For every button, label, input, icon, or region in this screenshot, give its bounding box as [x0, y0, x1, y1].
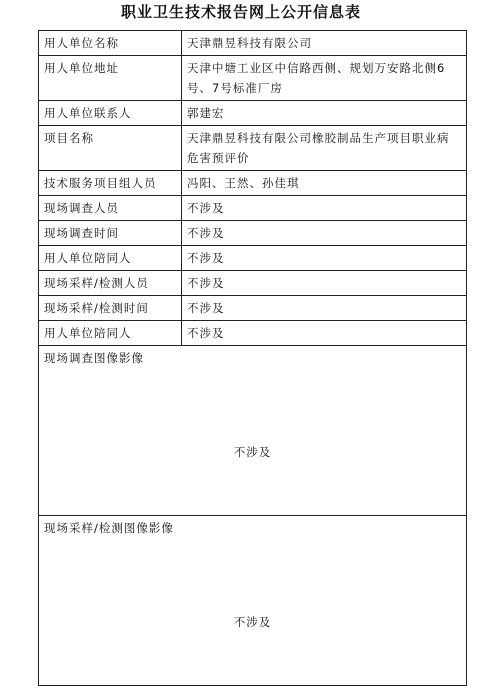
table-row	[39, 196, 467, 221]
sampling-images-label: 现场采样/检测图像影像	[44, 521, 174, 535]
row-label-project-team: 技术服务项目组人员	[39, 171, 182, 196]
row-label-survey-staff: 现场调查人员	[39, 196, 182, 221]
row-value-survey-time: 不涉及	[182, 221, 467, 246]
row-value-employer-address: 天津中塘工业区中信路西侧、规划万安路北侧6号、7号标准厂房	[182, 56, 467, 101]
row-value-employer-contact: 郭建宏	[182, 101, 467, 126]
table-row	[39, 101, 467, 126]
sampling-images-section	[39, 516, 467, 686]
sampling-images-cell	[39, 516, 467, 686]
row-label-employer-address: 用人单位地址	[39, 56, 182, 101]
row-label-sampling-time: 现场采样/检测时间	[39, 296, 182, 321]
table-row	[39, 271, 467, 296]
row-label-survey-escort: 用人单位陪同人	[39, 246, 182, 271]
row-label-sampling-staff: 现场采样/检测人员	[39, 271, 182, 296]
page-title: 职业卫生技术报告网上公开信息表	[120, 3, 361, 21]
row-value-project-name: 天津鼎昱科技有限公司橡胶制品生产项目职业病危害预评价	[182, 126, 467, 171]
row-label-survey-time: 现场调查时间	[39, 221, 182, 246]
row-value-survey-staff: 不涉及	[182, 196, 467, 221]
row-label-project-name: 项目名称	[39, 126, 182, 171]
row-value-survey-escort: 不涉及	[182, 246, 467, 271]
row-value-sampling-escort: 不涉及	[182, 321, 467, 346]
table-row	[39, 126, 467, 171]
survey-images-cell	[39, 346, 467, 516]
row-value-project-team: 冯阳、王然、孙佳琪	[182, 171, 467, 196]
table-row	[39, 171, 467, 196]
table-row	[39, 246, 467, 271]
row-value-employer-name: 天津鼎昱科技有限公司	[182, 31, 467, 56]
table-row	[39, 56, 467, 101]
row-value-sampling-staff: 不涉及	[182, 271, 467, 296]
table-row	[39, 221, 467, 246]
table-row	[39, 321, 467, 346]
row-label-employer-contact: 用人单位联系人	[39, 101, 182, 126]
row-label-employer-name: 用人单位名称	[39, 31, 182, 56]
info-table	[38, 30, 467, 686]
sampling-images-value: 不涉及	[233, 615, 272, 629]
table-row	[39, 296, 467, 321]
table-row	[39, 31, 467, 56]
survey-images-value: 不涉及	[233, 445, 272, 459]
survey-images-section	[39, 346, 467, 516]
row-label-sampling-escort: 用人单位陪同人	[39, 321, 182, 346]
row-value-sampling-time: 不涉及	[182, 296, 467, 321]
survey-images-label: 现场调查图像影像	[44, 351, 144, 365]
